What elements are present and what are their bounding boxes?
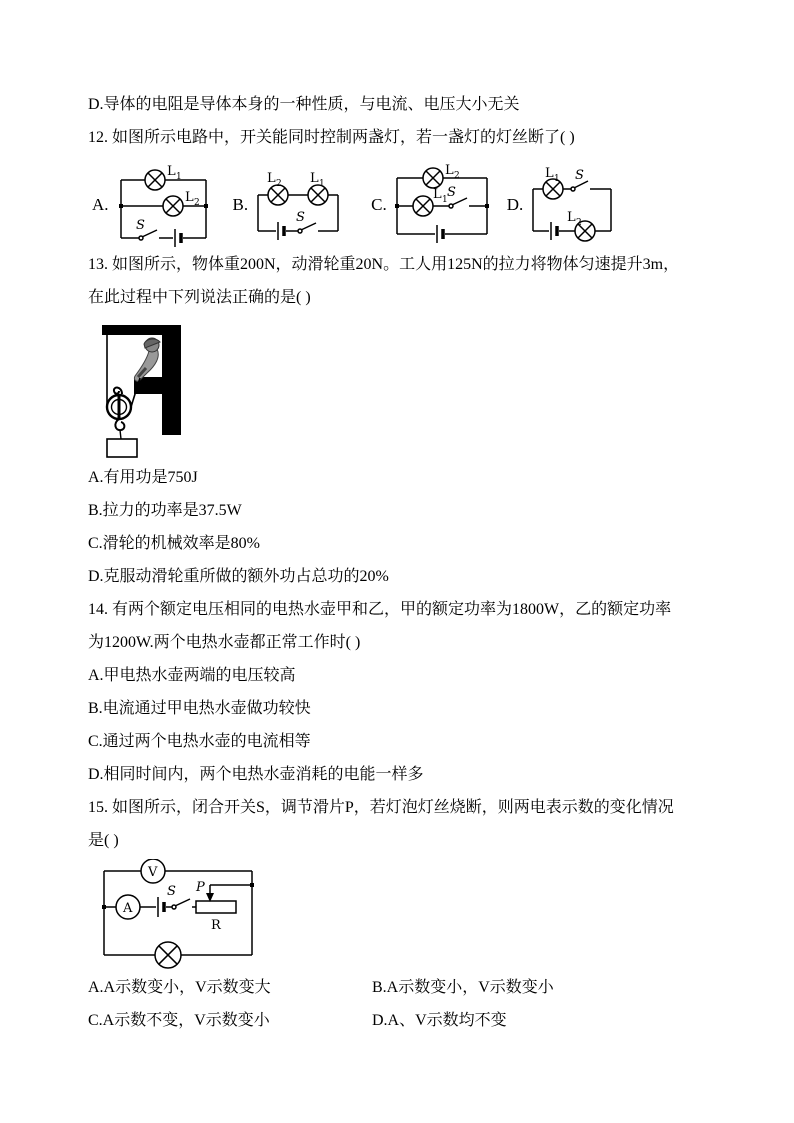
circuit-b-label: B. bbox=[232, 195, 249, 214]
switch-s-label: S bbox=[296, 210, 306, 225]
q13-option-c: C.滑轮的机械效率是80% bbox=[88, 535, 261, 552]
pulley-diagram bbox=[100, 322, 195, 461]
q12-circuit-figures bbox=[92, 162, 734, 248]
q15-options-row2 bbox=[88, 1004, 734, 1037]
hanger-line bbox=[120, 430, 121, 439]
q14-option-d: D.相同时间内，两个电热水壶消耗的电能一样多 bbox=[88, 766, 424, 783]
lamp-l1-label: L bbox=[310, 171, 319, 186]
circuit-c bbox=[371, 164, 491, 246]
q15-option-b: B.A示数变小，V示数变小 bbox=[372, 979, 554, 996]
lamp-l1-label: L bbox=[166, 164, 176, 179]
worker-figure bbox=[134, 338, 160, 381]
switch-s-label: S bbox=[446, 185, 456, 200]
lamp-l1-sub: 1 bbox=[554, 174, 560, 184]
q13-option-a: A.有用功是750J bbox=[88, 469, 198, 486]
lamp-l1-sub: 1 bbox=[319, 179, 325, 189]
circuit-d bbox=[507, 167, 618, 243]
q12-stem: 12. 如图所示电路中，开关能同时控制两盏灯，若一盏灯的灯丝断了( ) bbox=[88, 129, 575, 146]
q14-option-a: A.甲电热水壶两端的电压较高 bbox=[88, 667, 296, 684]
q14-option-b: B.电流通过甲电热水壶做功较快 bbox=[88, 700, 311, 717]
q13-option-b: B.拉力的功率是37.5W bbox=[88, 502, 242, 519]
junction-dot bbox=[119, 204, 123, 208]
q13-stem-line2: 在此过程中下列说法正确的是( ) bbox=[88, 289, 311, 306]
circuit-a-diagram bbox=[111, 162, 211, 248]
q13-pulley-figure bbox=[100, 322, 734, 461]
q15-option-c: C.A示数不变，V示数变小 bbox=[88, 1012, 270, 1029]
lamp-l1-sub: 1 bbox=[441, 195, 448, 205]
movable-pulley bbox=[107, 388, 131, 431]
q15-stem-line1: 15. 如图所示，闭合开关S，调节滑片P，若灯泡灯丝烧断，则两电表示数的变化情况 bbox=[88, 799, 674, 816]
ammeter-label: A bbox=[123, 901, 133, 916]
q13-option-d: D.克服动滑轮重所做的额外功占总功的20% bbox=[88, 568, 389, 585]
lamp-l2-label: L bbox=[267, 171, 276, 186]
q15-option-a: A.A示数变小，V示数变大 bbox=[88, 979, 271, 996]
junction-dot bbox=[485, 204, 489, 208]
lamp-l1-label: L bbox=[545, 167, 554, 181]
circuit-b-diagram bbox=[250, 169, 345, 241]
support-column bbox=[162, 325, 181, 435]
q15-options-row1 bbox=[88, 971, 734, 1004]
circuit-a bbox=[92, 162, 211, 248]
lamp-l2-sub: 2 bbox=[193, 198, 200, 208]
lamp-l2-sub: 2 bbox=[453, 171, 460, 181]
q13-stem-line1: 13. 如图所示，物体重200N，动滑轮重20N。工人用125N的拉力将物体匀速提升3m， bbox=[88, 256, 680, 273]
lamp-l2-label: L bbox=[444, 164, 454, 178]
lamp-l1-label: L bbox=[432, 187, 442, 202]
q11-option-d: D.导体的电阻是导体本身的一种性质，与电流、电压大小无关 bbox=[88, 96, 520, 113]
q14-stem-line1: 14. 有两个额定电压相同的电热水壶甲和乙，甲的额定功率为1800W，乙的额定功率 bbox=[88, 601, 672, 618]
slider-p-label: P bbox=[196, 880, 205, 895]
lamp-l2-label: L bbox=[567, 210, 576, 225]
circuit-c-label: C. bbox=[371, 195, 387, 214]
q15-stem-line2: 是( ) bbox=[88, 832, 119, 849]
circuit-c-diagram bbox=[389, 164, 491, 246]
switch-s-label: S bbox=[167, 884, 176, 899]
switch-s-label: S bbox=[575, 168, 585, 183]
rheostat-r-label: R bbox=[211, 918, 221, 933]
q15-option-d: D.A、V示数均不变 bbox=[372, 1012, 507, 1029]
q15-circuit-diagram bbox=[98, 859, 258, 971]
rheostat bbox=[196, 901, 236, 913]
weight-object bbox=[107, 439, 137, 457]
junction-dot bbox=[395, 204, 399, 208]
switch-s-label: S bbox=[135, 218, 145, 233]
q14-option-c: C.通过两个电热水壶的电流相等 bbox=[88, 733, 311, 750]
circuit-d-diagram bbox=[525, 167, 617, 243]
lamp-l2-label: L bbox=[184, 190, 194, 205]
junction-dot bbox=[102, 905, 106, 909]
voltmeter-label: V bbox=[148, 865, 158, 880]
circuit-a-label: A. bbox=[92, 195, 109, 214]
junction-dot bbox=[250, 883, 254, 887]
q15-circuit-figure bbox=[98, 859, 734, 971]
lamp-l2-sub: 2 bbox=[576, 218, 582, 228]
circuit-b bbox=[233, 169, 346, 241]
circuit-d-label: D. bbox=[506, 195, 524, 214]
junction-dot bbox=[204, 204, 208, 208]
lamp-l1-sub: 1 bbox=[175, 172, 182, 182]
q14-stem-line2: 为1200W.两个电热水壶都正常工作时( ) bbox=[88, 634, 361, 651]
lamp-l2-sub: 2 bbox=[276, 179, 282, 189]
